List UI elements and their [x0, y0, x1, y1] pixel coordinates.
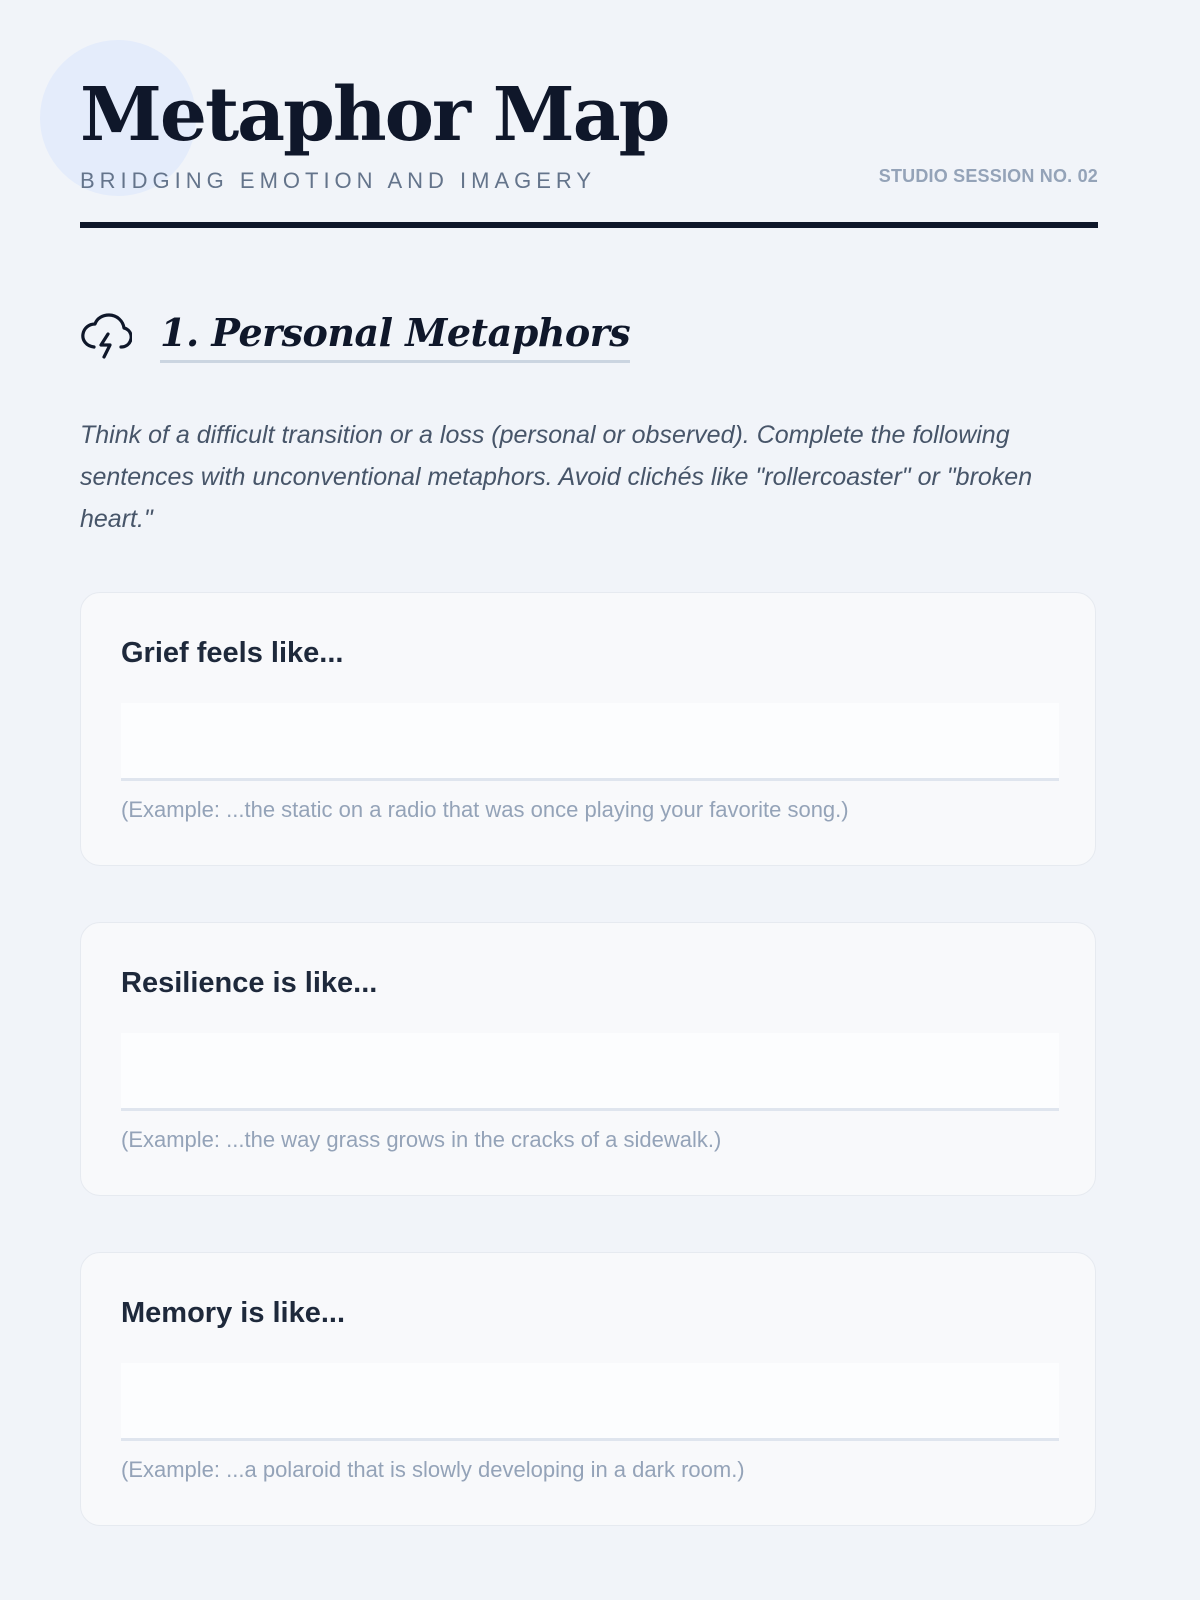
session-label: STUDIO SESSION NO. 02 [878, 166, 1098, 186]
memory-answer-input[interactable] [121, 1363, 1059, 1441]
prompt-card-resilience [80, 922, 1096, 1196]
page-title: Metaphor Map [80, 72, 669, 158]
prompt-example: (Example: ...the way grass grows in the cracks of a sidewalk.) [121, 1127, 722, 1152]
page-subtitle: BRIDGING EMOTION AND IMAGERY [80, 168, 597, 193]
section-instructions: Think of a difficult transition or a loss (personal or observed). Complete the following sentences with unconventional metaphors. Avoid clichés like "rollercoaster" or "broken heart." [80, 421, 1033, 533]
storm-cloud-icon [80, 310, 132, 362]
header-divider [80, 222, 1098, 228]
section-header [80, 308, 1098, 372]
prompt-example: (Example: ...a polaroid that is slowly developing in a dark room.) [121, 1457, 745, 1482]
prompt-label: Memory is like... [121, 1297, 346, 1329]
resilience-answer-input[interactable] [121, 1033, 1059, 1111]
prompt-label: Resilience is like... [121, 967, 378, 999]
section-title: 1. Personal Metaphors [160, 312, 630, 363]
prompt-card-grief [80, 592, 1096, 866]
prompt-label: Grief feels like... [121, 637, 344, 669]
grief-answer-input[interactable] [121, 703, 1059, 781]
prompt-example: (Example: ...the static on a radio that was once playing your favorite song.) [121, 797, 849, 822]
prompt-card-memory [80, 1252, 1096, 1526]
